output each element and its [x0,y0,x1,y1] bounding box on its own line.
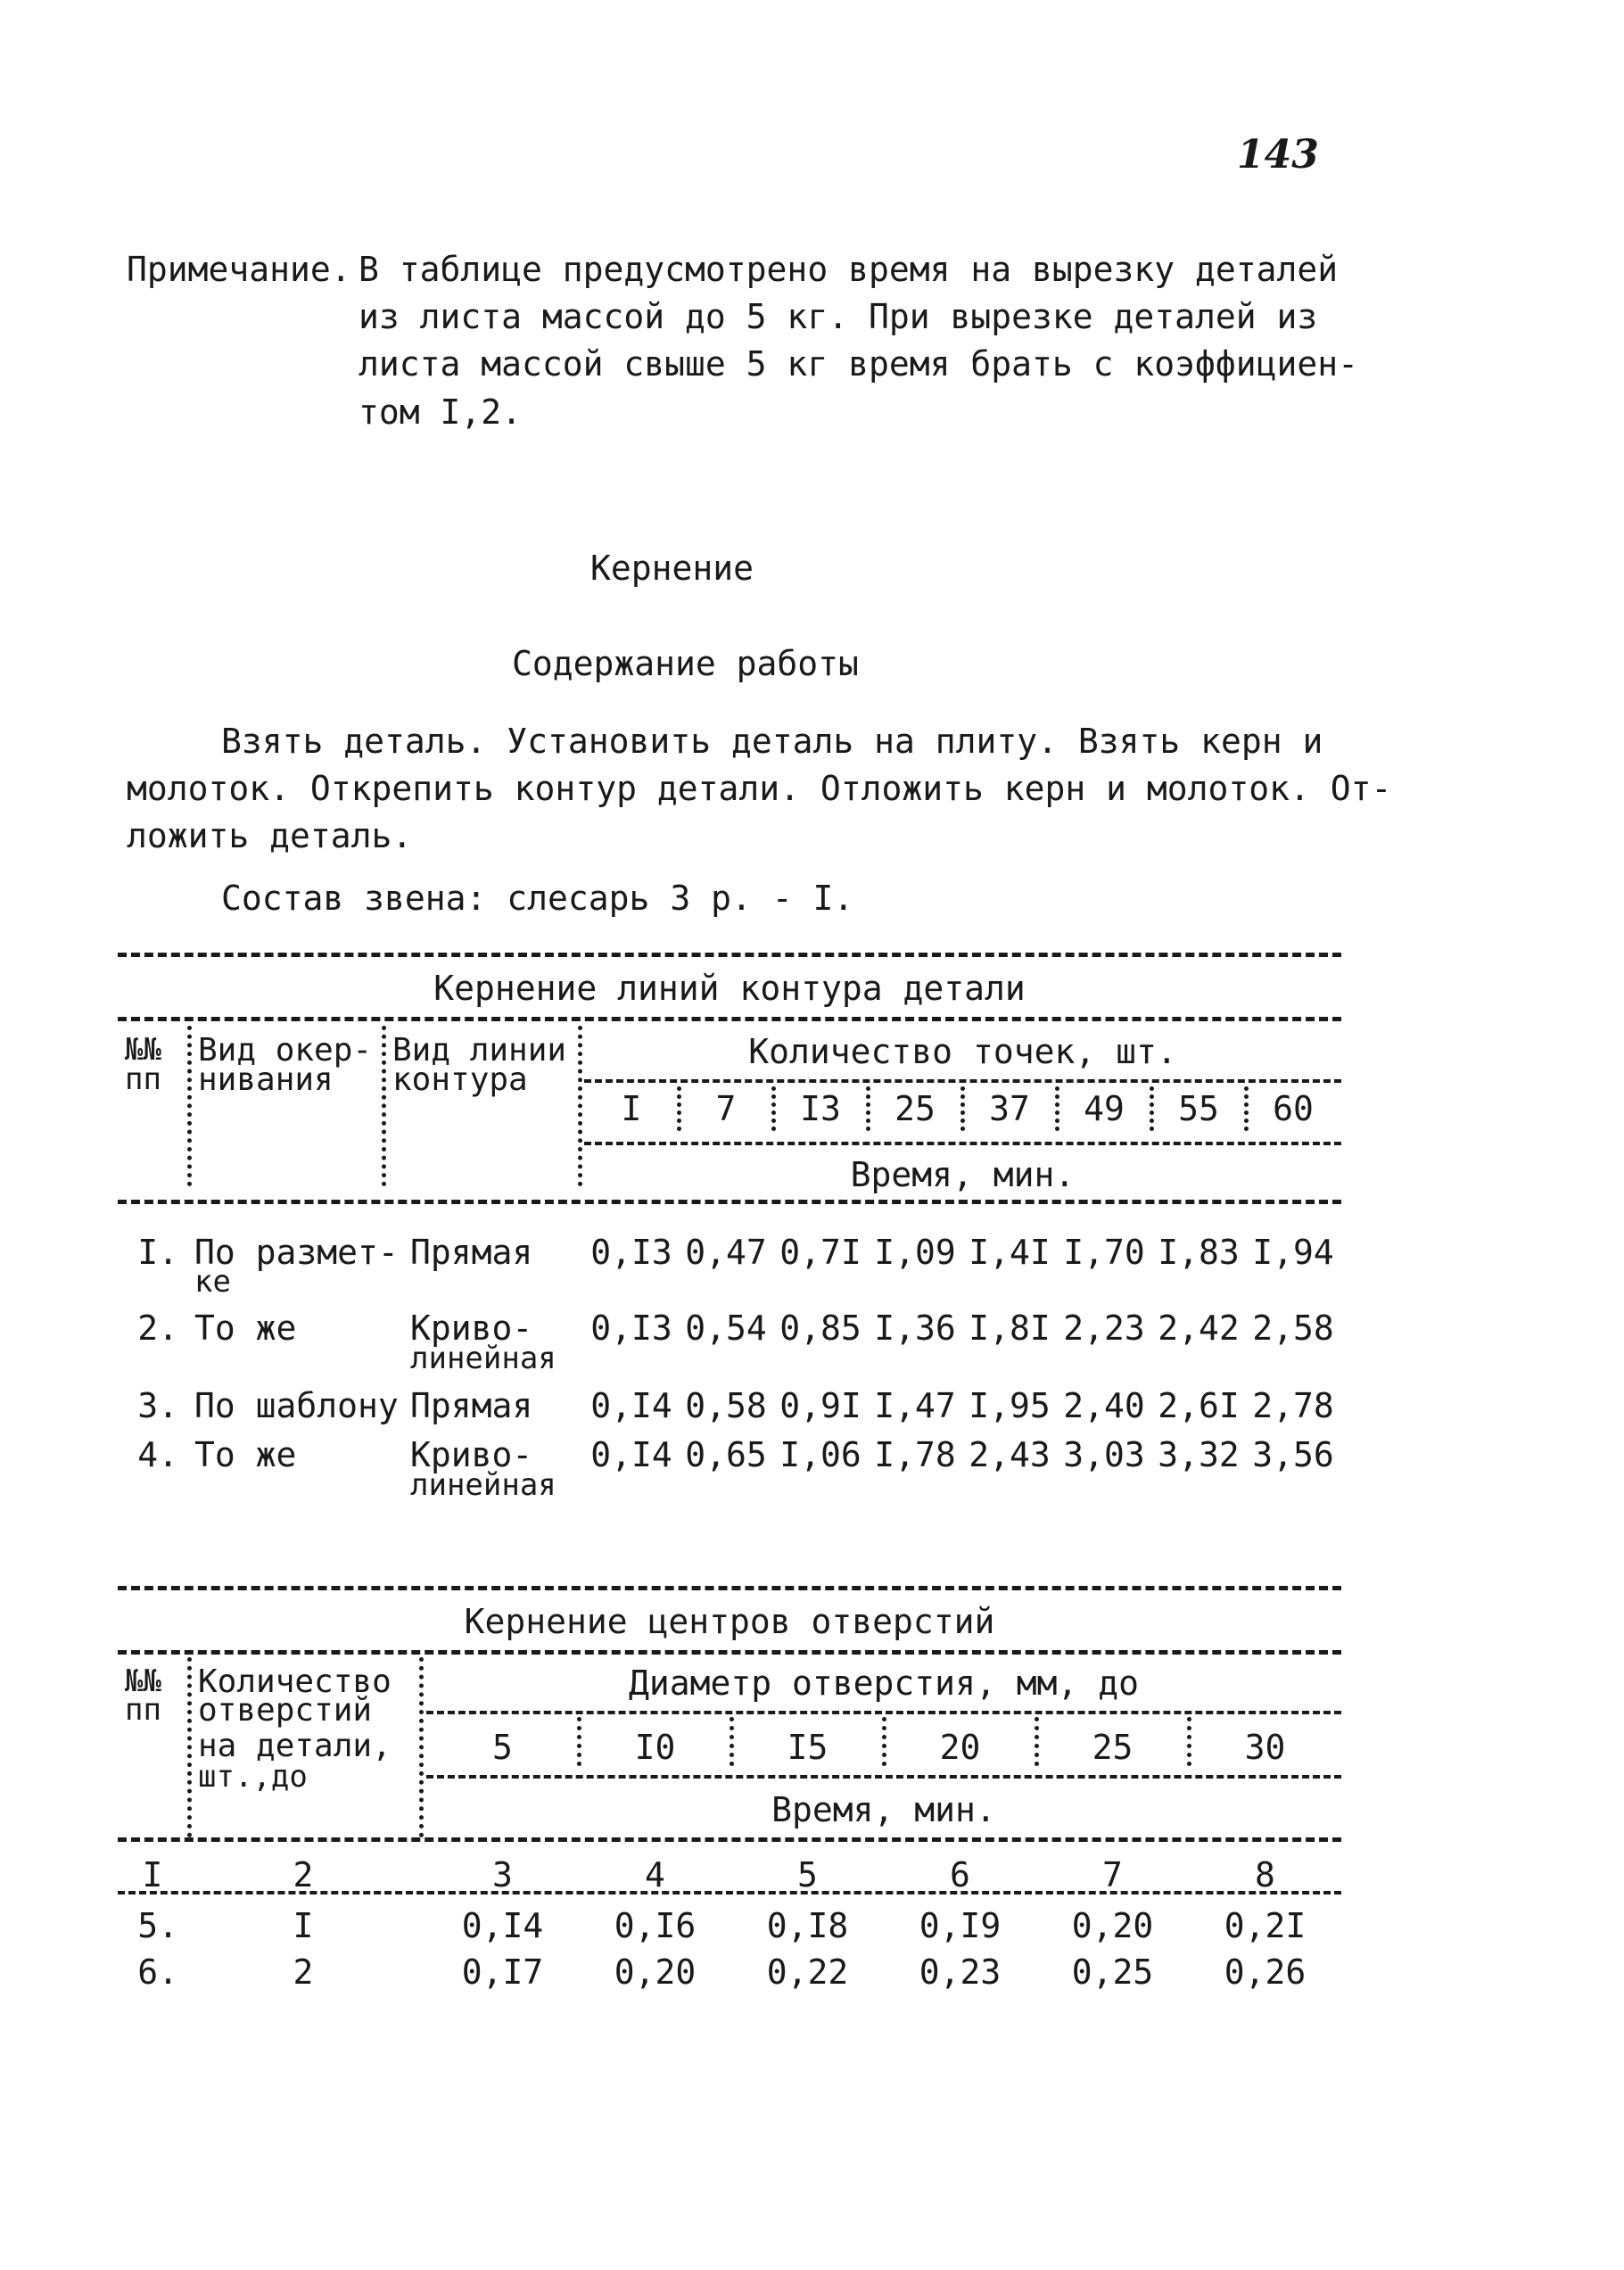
points-header-cell: 7 [715,1089,737,1128]
time-value: 0,I4 [461,1906,544,1945]
table-rule [118,1650,1341,1655]
time-value: I,78 [874,1435,956,1474]
marking-type: По шаблону [194,1386,399,1425]
column-separator [960,1086,965,1131]
note-line: В таблице предусмотрено время на вырезку деталей [359,250,1339,289]
column-separator [882,1717,886,1766]
table-rule [118,1200,1341,1204]
hole-count: 2 [293,1952,314,1992]
column-separator [187,1026,192,1186]
header-time: Время, мин. [850,1155,1076,1194]
time-value: 0,54 [685,1308,767,1348]
points-header-cell: 25 [894,1089,936,1128]
column-separator [1150,1086,1154,1131]
time-value: 3,03 [1063,1435,1145,1474]
diameter-header-cell: 30 [1244,1728,1286,1767]
time-value: 0,I4 [590,1435,672,1474]
table-rule [118,1891,1341,1894]
time-value: 2,23 [1063,1308,1145,1348]
work-text-line: ложить деталь. [127,816,413,855]
time-value: 0,I8 [766,1906,849,1945]
points-header-cell: 37 [989,1089,1030,1128]
column-number: 8 [1255,1855,1275,1894]
column-separator [1055,1086,1059,1131]
time-value: 2,43 [969,1435,1051,1474]
row-number: 6. [137,1952,178,1992]
time-value: 0,2I [1224,1906,1307,1945]
time-value: 0,47 [685,1233,767,1272]
time-value: 0,I3 [590,1233,672,1272]
column-separator [1244,1086,1249,1131]
diameter-header-cell: I5 [787,1728,828,1767]
time-value: 2,42 [1158,1308,1240,1348]
column-number: 7 [1102,1855,1123,1894]
header-number: №№ [125,1663,161,1699]
column-separator [187,1657,192,1837]
time-value: 0,85 [779,1308,861,1348]
table-title: Кернение центров отверстий [464,1602,995,1641]
time-value: 0,I9 [919,1906,1002,1945]
time-value: 0,7I [779,1233,861,1272]
time-value: 0,9I [779,1386,861,1425]
time-value: I,94 [1252,1233,1334,1272]
time-value: 0,26 [1224,1952,1307,1992]
column-number: I [142,1855,163,1894]
time-value: I,4I [969,1233,1051,1272]
column-number: 3 [492,1855,513,1894]
header-number: пп [125,1061,161,1097]
diameter-header-cell: 25 [1092,1728,1134,1767]
work-text-line: Взять деталь. Установить деталь на плиту. Взять керн и [221,722,1323,761]
points-header-cell: I3 [800,1089,841,1128]
header-points: Количество точек, шт. [748,1032,1177,1071]
row-number: 2. [137,1308,178,1348]
time-value: 0,65 [685,1435,767,1474]
column-separator [771,1086,776,1131]
table-rule [118,1017,1341,1021]
header-marking-type: нивания [198,1061,334,1098]
line-type: Криво- [410,1435,533,1474]
time-value: 2,58 [1252,1308,1334,1348]
time-value: I,06 [779,1435,861,1474]
header-number: №№ [125,1032,161,1068]
line-type: Криво- [410,1308,533,1348]
time-value: I,95 [969,1386,1051,1425]
header-diameter: Диаметр отверстия, мм, до [629,1663,1139,1703]
time-value: I,47 [874,1386,956,1425]
time-value: I,70 [1063,1233,1145,1272]
header-hole-count: отверстий [198,1692,373,1729]
row-number: 3. [137,1386,178,1425]
content-heading: Содержание работы [512,644,859,683]
header-hole-count: Количество [198,1663,392,1700]
points-header-cell: 55 [1178,1089,1219,1128]
line-type: Прямая [410,1386,533,1425]
table-rule [118,1837,1341,1842]
time-value: 3,32 [1158,1435,1240,1474]
time-value: 0,20 [1071,1906,1154,1945]
table-rule [426,1711,1341,1714]
header-hole-count: шт.,до [198,1759,308,1795]
column-separator [1035,1717,1039,1766]
table-rule [118,1586,1341,1590]
header-marking-type: Вид окер- [198,1032,373,1069]
column-number: 5 [797,1855,818,1894]
marking-type: То же [194,1435,297,1474]
points-header-cell: I [621,1089,642,1128]
time-value: 2,40 [1063,1386,1145,1425]
marking-type: По размет- [194,1233,399,1272]
page-number: 143 [1237,132,1319,177]
header-time: Время, мин. [771,1790,996,1829]
column-number: 4 [645,1855,665,1894]
row-number: I. [137,1233,178,1272]
time-value: 0,20 [614,1952,697,1992]
time-value: 0,I6 [614,1906,697,1945]
time-value: I,83 [1158,1233,1240,1272]
table-title: Кернение линий контура детали [433,969,1026,1008]
column-separator [382,1026,386,1186]
note-line: том I,2. [359,392,523,432]
time-value: I,09 [874,1233,956,1272]
table-rule [584,1142,1341,1145]
time-value: 0,22 [766,1952,849,1992]
table-rule [426,1775,1341,1779]
line-type: линейная [410,1467,556,1503]
table-rule [584,1079,1341,1083]
diameter-header-cell: 5 [492,1728,513,1767]
points-header-cell: 49 [1084,1089,1125,1128]
section-title: Кернение [590,549,754,588]
time-value: 0,I4 [590,1386,672,1425]
time-value: 2,78 [1252,1386,1334,1425]
time-value: 2,6I [1158,1386,1240,1425]
column-separator [1187,1717,1191,1766]
line-type: Прямая [410,1233,533,1272]
note-label: Примечание. [127,250,351,289]
time-value: 0,58 [685,1386,767,1425]
table-rule [118,953,1341,957]
column-number: 2 [293,1855,314,1894]
time-value: I,8I [969,1308,1051,1348]
marking-type: ке [194,1264,231,1300]
time-value: 3,56 [1252,1435,1334,1474]
time-value: I,36 [874,1308,956,1348]
column-separator [866,1086,870,1131]
time-value: 0,I7 [461,1952,544,1992]
column-number: 6 [950,1855,970,1894]
column-separator [677,1086,681,1131]
row-number: 4. [137,1435,178,1474]
diameter-header-cell: 20 [939,1728,981,1767]
header-line-type: Вид линии [392,1032,567,1069]
column-separator [577,1717,581,1766]
time-value: 0,25 [1071,1952,1154,1992]
hole-count: I [293,1906,314,1945]
column-separator [730,1717,734,1766]
note-line: листа массой свыше 5 кг время брать с коэффициен- [359,344,1359,384]
column-separator [419,1657,424,1837]
header-hole-count: на детали, [198,1728,392,1764]
crew-composition: Состав звена: слесарь 3 р. - I. [221,879,854,918]
marking-type: То же [194,1308,297,1348]
line-type: линейная [410,1341,556,1376]
header-line-type: контура [392,1061,528,1098]
points-header-cell: 60 [1273,1089,1314,1128]
diameter-header-cell: I0 [634,1728,676,1767]
time-value: 0,23 [919,1952,1002,1992]
row-number: 5. [137,1906,178,1945]
time-value: 0,I3 [590,1308,672,1348]
column-separator [578,1026,582,1186]
work-text-line: молоток. Открепить контур детали. Отложить керн и молоток. От- [127,769,1392,808]
header-number: пп [125,1692,161,1728]
note-line: из листа массой до 5 кг. При вырезке деталей из [359,297,1318,336]
